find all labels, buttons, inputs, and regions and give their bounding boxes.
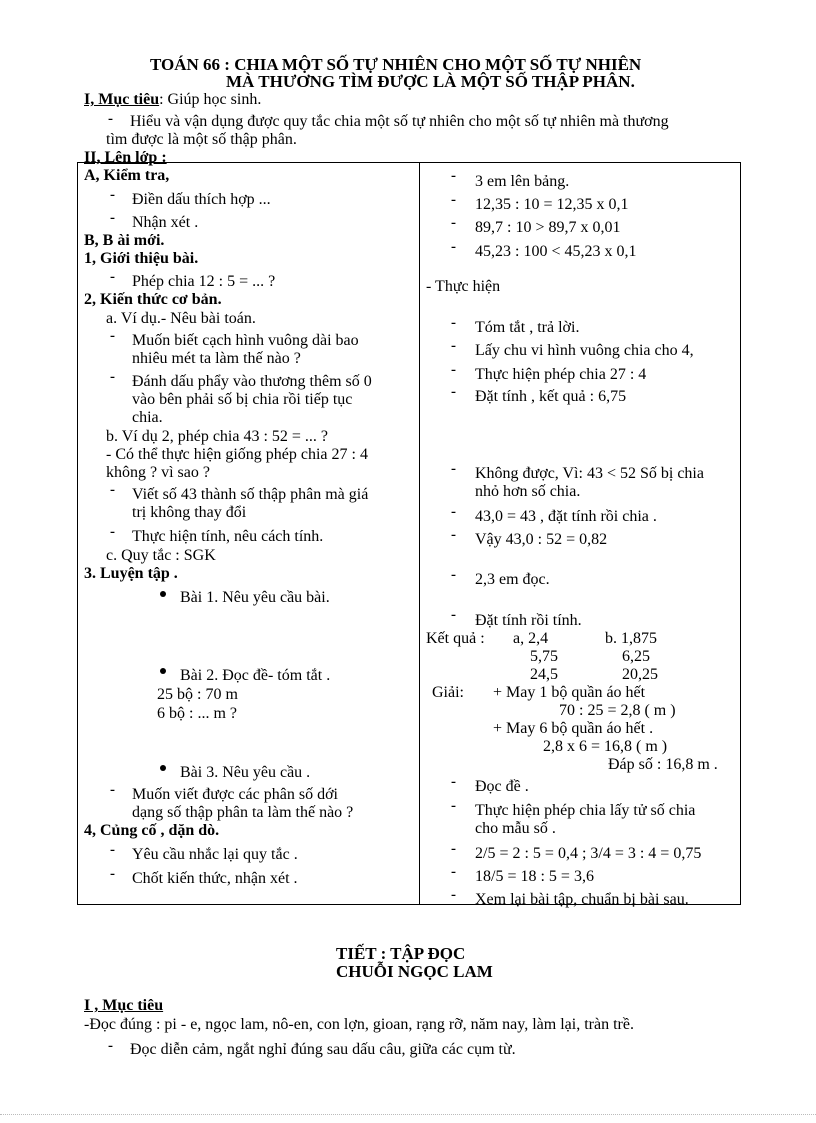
- result-a: 24,5: [530, 666, 558, 683]
- exercise-1: Bài 1. Nêu yêu cầu bài.: [180, 589, 330, 606]
- right-item: Đặt tính rồi tính.: [475, 612, 582, 629]
- exercise-2-data: 25 bộ : 70 m: [157, 686, 238, 703]
- right-item: 18/5 = 18 : 5 = 3,6: [475, 868, 594, 885]
- solution-step: + May 1 bộ quần áo hết: [493, 684, 646, 701]
- exercise-2-data: 6 bộ : ... m ?: [157, 705, 237, 722]
- left-item: Thực hiện tính, nêu cách tính.: [132, 528, 324, 545]
- dash-bullet-icon: -: [110, 210, 115, 226]
- result-b: 6,25: [622, 648, 650, 665]
- left-item: Muốn viết được các phân số dới: [132, 786, 338, 803]
- right-item: 3 em lên bảng.: [475, 173, 570, 190]
- dash-bullet-icon: -: [108, 1038, 113, 1054]
- section-4-title: 4, Củng cố , dặn dò.: [84, 822, 220, 839]
- round-bullet-icon: [160, 765, 166, 771]
- exercise-2: Bài 2. Đọc đề- tóm tắt .: [180, 667, 331, 684]
- lesson-section-label: II, Lên lớp :: [84, 149, 167, 166]
- right-text: - Thực hiện: [426, 278, 501, 295]
- dash-bullet-icon: -: [451, 504, 456, 520]
- left-item-cont: vào bên phải số bị chia rồi tiếp tục: [132, 391, 353, 408]
- dash-bullet-icon: -: [451, 192, 456, 208]
- second-lesson-title: TIẾT : TẬP ĐỌC: [336, 944, 466, 963]
- exercise-3: Bài 3. Nêu yêu cầu .: [180, 764, 311, 781]
- dash-bullet-icon: -: [451, 774, 456, 790]
- right-item: Thực hiện phép chia 27 : 4: [475, 366, 647, 383]
- solution-step: 2,8 x 6 = 16,8 ( m ): [543, 738, 668, 755]
- right-item: Thực hiện phép chia lấy tử số chia: [475, 802, 696, 819]
- left-item: Yêu cầu nhắc lại quy tắc .: [132, 846, 298, 863]
- dash-bullet-icon: -: [108, 111, 113, 127]
- second-objective-1: -Đọc đúng : pi - e, ngọc lam, nô-en, con lợn, gioan, rạng rỡ, năm nay, làm lại, tràn trề.: [84, 1016, 634, 1033]
- left-item-cont: chia.: [132, 409, 163, 426]
- dash-bullet-icon: -: [451, 567, 456, 583]
- dash-bullet-icon: -: [451, 362, 456, 378]
- results-label: Kết quả :: [426, 630, 485, 647]
- result-a: 5,75: [530, 648, 558, 665]
- right-item: Lấy chu vi hình vuông chia cho 4,: [475, 342, 694, 359]
- dash-bullet-icon: -: [451, 841, 456, 857]
- dash-bullet-icon: -: [110, 328, 115, 344]
- solution-step: 70 : 25 = 2,8 ( m ): [559, 702, 676, 719]
- left-item: Điền dấu thích hợp ...: [132, 191, 271, 208]
- example-a: a. Ví dụ.- Nêu bài toán.: [106, 310, 256, 327]
- result-b: 20,25: [622, 666, 658, 683]
- left-item: Đánh dấu phẩy vào thương thêm số 0: [132, 373, 372, 390]
- second-lesson-subtitle: CHUỖI NGỌC LAM: [336, 962, 493, 981]
- right-item: 45,23 : 100 < 45,23 x 0,1: [475, 243, 637, 260]
- example-b-question: không ? vì sao ?: [106, 464, 210, 481]
- dash-bullet-icon: -: [110, 369, 115, 385]
- example-b-question: - Có thể thực hiện giống phép chia 27 : 4: [106, 446, 368, 463]
- dash-bullet-icon: -: [110, 842, 115, 858]
- section-1-title: 1, Giới thiệu bài.: [84, 250, 199, 267]
- second-objective-2: Đọc diễn cảm, ngắt nghỉ đúng sau dấu câu, giữa các cụm từ.: [130, 1041, 516, 1058]
- round-bullet-icon: [160, 591, 166, 597]
- left-item-cont: trị không thay đổi: [132, 504, 247, 521]
- section-2-title: 2, Kiến thức cơ bản.: [84, 291, 222, 308]
- left-item-cont: nhiêu mét ta làm thế nào ?: [132, 350, 301, 367]
- dash-bullet-icon: -: [451, 168, 456, 184]
- dash-bullet-icon: -: [451, 461, 456, 477]
- left-item-cont: dạng số thập phân ta làm thế nào ?: [132, 804, 354, 821]
- dash-bullet-icon: -: [451, 798, 456, 814]
- right-item: Vậy 43,0 : 52 = 0,82: [475, 531, 608, 548]
- left-item: Nhận xét .: [132, 214, 199, 231]
- section-3-title: 3. Luyện tập .: [84, 565, 178, 582]
- round-bullet-icon: [160, 668, 166, 674]
- dash-bullet-icon: -: [451, 215, 456, 231]
- right-item: 2/5 = 2 : 5 = 0,4 ; 3/4 = 3 : 4 = 0,75: [475, 845, 702, 862]
- example-c: c. Quy tắc : SGK: [106, 547, 216, 564]
- dash-bullet-icon: -: [451, 864, 456, 880]
- example-b: b. Ví dụ 2, phép chia 43 : 52 = ... ?: [106, 428, 329, 445]
- objective-item-line2: tìm được là một số thập phân.: [106, 131, 297, 148]
- dash-bullet-icon: -: [451, 384, 456, 400]
- dash-bullet-icon: -: [451, 338, 456, 354]
- dash-bullet-icon: -: [451, 527, 456, 543]
- objectives-label: I, Mục tiêu: [84, 91, 160, 108]
- objectives-row: [84, 91, 261, 109]
- dash-bullet-icon: -: [110, 482, 115, 498]
- dash-bullet-icon: -: [451, 607, 456, 623]
- left-item: Viết số 43 thành số thập phân mà giá: [132, 486, 369, 503]
- right-item: Xem lại bài tập, chuẩn bị bài sau.: [475, 891, 689, 908]
- right-item-cont: nhỏ hơn số chia.: [475, 483, 581, 500]
- right-item-cont: cho mẫu số .: [475, 820, 556, 837]
- section-a-title: A, Kiểm tra,: [84, 167, 170, 184]
- result-b: b. 1,875: [605, 630, 657, 647]
- dash-bullet-icon: -: [110, 866, 115, 882]
- left-item: Phép chia 12 : 5 = ... ?: [132, 273, 276, 290]
- right-item: Đặt tính , kết quả : 6,75: [475, 388, 627, 405]
- solution-answer: Đáp số : 16,8 m .: [608, 756, 718, 773]
- dash-bullet-icon: -: [451, 239, 456, 255]
- table-column-divider: [419, 163, 420, 904]
- objectives-intro: : Giúp học sinh.: [159, 91, 262, 108]
- dash-bullet-icon: -: [110, 187, 115, 203]
- right-item: Đọc đề .: [475, 778, 529, 795]
- lesson-subtitle: MÀ THƯƠNG TÌM ĐƯỢC LÀ MỘT SỐ THẬP PHÂN.: [226, 72, 635, 91]
- lesson-title: TOÁN 66 : CHIA MỘT SỐ TỰ NHIÊN CHO MỘT SỐ TỰ NHIÊN: [150, 55, 642, 74]
- dash-bullet-icon: -: [451, 315, 456, 331]
- objective-item-line1: Hiểu và vận dụng được quy tắc chia một số tự nhiên cho một số tự nhiên mà thương: [130, 113, 669, 130]
- dash-bullet-icon: -: [110, 524, 115, 540]
- dash-bullet-icon: -: [110, 782, 115, 798]
- dash-bullet-icon: -: [110, 269, 115, 285]
- right-item: 89,7 : 10 > 89,7 x 0,01: [475, 219, 621, 236]
- right-item: Không được, Vì: 43 < 52 Số bị chia: [475, 465, 704, 482]
- second-objectives-label: I , Mục tiêu: [84, 997, 164, 1014]
- solution-label: Giải:: [432, 684, 464, 701]
- left-item: Chốt kiến thức, nhận xét .: [132, 870, 298, 887]
- right-item: Tóm tắt , trả lời.: [475, 319, 580, 336]
- page-bottom-border: [0, 1114, 816, 1115]
- dash-bullet-icon: -: [451, 887, 456, 903]
- right-item: 43,0 = 43 , đặt tính rồi chia .: [475, 508, 657, 525]
- section-b-title: B, B ài mới.: [84, 232, 165, 249]
- solution-step: + May 6 bộ quần áo hết .: [493, 720, 654, 737]
- result-a: a, 2,4: [513, 630, 549, 647]
- left-item: Muốn biết cạch hình vuông dài bao: [132, 332, 359, 349]
- right-item: 2,3 em đọc.: [475, 571, 550, 588]
- right-item: 12,35 : 10 = 12,35 x 0,1: [475, 196, 629, 213]
